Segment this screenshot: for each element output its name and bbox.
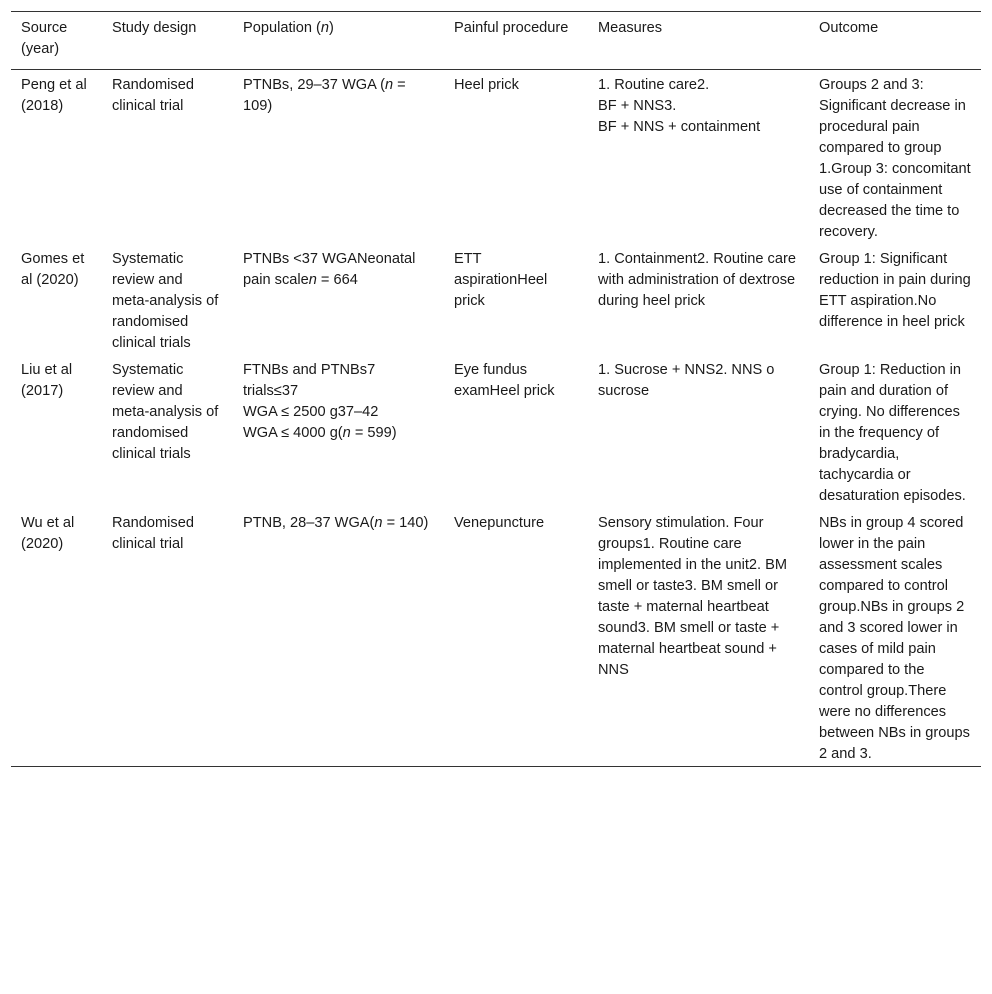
- table-row: [11, 355, 981, 508]
- cell-measures: 1. Sucrose + NNS2. NNS o sucrose: [598, 362, 775, 399]
- cell-painful-procedure: Venepuncture: [454, 515, 545, 531]
- cell-measures: Sensory stimulation. Four groups1. Routine care implemented in the unit2. BM smell or taste3. BM smell or taste + maternal heartbeat sound3. BM smell or taste + maternal heartbeat sound + NNS: [598, 515, 788, 678]
- cell-population: FTNBs and PTNBs7 trials≤37 WGA ≤ 2500 g37–42 WGA ≤ 4000 g(n = 599): [243, 362, 397, 441]
- table-header-row: [11, 12, 981, 70]
- cell-population: PTNB, 28–37 WGA(n = 140): [243, 515, 429, 531]
- cell-painful-procedure: Eye fundus examHeel prick: [454, 362, 555, 399]
- cell-outcome: Group 1: Significant reduction in pain during ETT aspiration.No difference in heel prick: [819, 251, 971, 330]
- studies-table: [11, 11, 981, 767]
- cell-study-design: Randomised clinical trial: [112, 77, 194, 114]
- cell-population: PTNBs, 29–37 WGA (n = 109): [243, 77, 406, 114]
- header-painful-procedure: Painful procedure: [454, 20, 569, 36]
- cell-population: PTNBs <37 WGANeonatal pain scalen = 664: [243, 251, 416, 288]
- header-measures: Measures: [598, 20, 663, 36]
- header-outcome: Outcome: [819, 20, 879, 36]
- header-population: Population (n): [243, 20, 334, 36]
- cell-painful-procedure: Heel prick: [454, 77, 519, 93]
- table-row: [11, 244, 981, 355]
- cell-measures: 1. Routine care2. BF + NNS3. BF + NNS + containment: [598, 77, 761, 135]
- header-source: Source (year): [21, 20, 68, 57]
- header-study-design: Study design: [112, 20, 197, 36]
- cell-source: Gomes et al (2020): [21, 251, 85, 288]
- cell-source: Liu et al (2017): [21, 362, 73, 399]
- cell-source: Peng et al (2018): [21, 77, 87, 114]
- cell-measures: 1. Containment2. Routine care with administration of dextrose during heel prick: [598, 251, 796, 309]
- cell-study-design: Systematic review and meta-analysis of randomised clinical trials: [112, 362, 219, 462]
- cell-outcome: Group 1: Reduction in pain and duration of crying. No differences in the frequency of bradycardia, tachycardia or desaturation episodes.: [819, 362, 966, 504]
- table-row: [11, 70, 981, 245]
- cell-painful-procedure: ETT aspirationHeel prick: [454, 251, 548, 309]
- table-row: [11, 508, 981, 767]
- cell-study-design: Randomised clinical trial: [112, 515, 194, 552]
- cell-outcome: NBs in group 4 scored lower in the pain assessment scales compared to control group.NBs in groups 2 and 3 scored lower in cases of mild pain compared to the control group.There were no differences between NBs in groups 2 and 3.: [819, 515, 970, 762]
- cell-outcome: Groups 2 and 3: Significant decrease in procedural pain compared to group 1.Group 3: concomitant use of containment decreased the time to recovery.: [819, 77, 971, 240]
- cell-source: Wu et al (2020): [21, 515, 75, 552]
- cell-study-design: Systematic review and meta-analysis of randomised clinical trials: [112, 251, 219, 351]
